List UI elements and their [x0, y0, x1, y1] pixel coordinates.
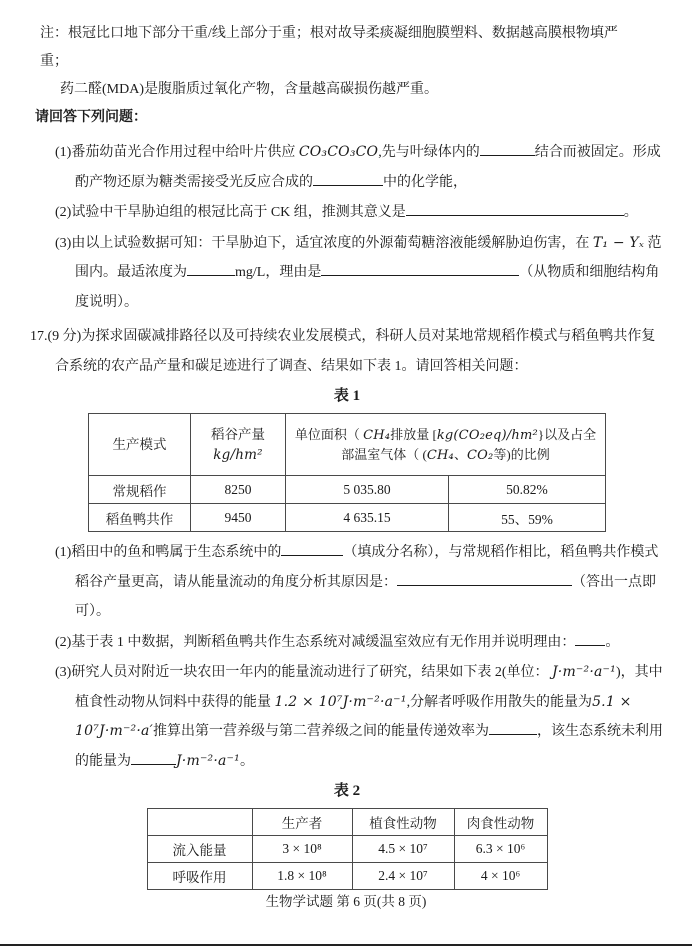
math-expression: CO₂	[466, 447, 494, 463]
table-1-header-row	[88, 414, 605, 476]
note-line-3: 药二醛(MDA)是腹脂质过氧化产物，含量越高碳损伤越严重。	[60, 82, 438, 97]
table-cell: 5 035.80	[285, 476, 448, 504]
table-1-body	[88, 476, 605, 532]
table-2-header-producer: 生产者	[252, 809, 352, 836]
table-cell: 4 635.15	[285, 504, 448, 532]
table-cell: 2.4 × 10⁷	[352, 863, 454, 890]
question-17-stem	[30, 322, 664, 381]
table-1-header-yield	[190, 414, 285, 476]
table-cell: 6.3 × 10⁶	[454, 836, 547, 863]
table-row	[147, 863, 547, 890]
math-expression: J·m⁻²·a⁻¹	[551, 664, 616, 680]
math-expression: 5.1 × 10⁷J·m⁻²·a′	[75, 693, 632, 739]
table-row	[147, 836, 547, 863]
answer-blank	[281, 542, 343, 556]
answer-blank	[480, 142, 535, 156]
text-run: 。	[623, 205, 638, 220]
text-run: (3)研究人员对附近一块农田一年内的能量流动进行了研究，结果如下表 2(单位：	[55, 665, 552, 680]
table-2-header-blank	[147, 809, 252, 836]
text-run: （填成分名称），与常规稻作相比，稻鱼鸭共作模式稻谷产量更高，请从能量流动的角度分析其原因是：	[75, 545, 659, 590]
math-expression: 1.2 × 10⁷J·m⁻²·a⁻¹	[274, 693, 407, 710]
text-run: (3)由以上试验数据可知：干旱胁迫下，适宜浓度的外源葡萄糖溶液能缓解胁迫伤害，在	[55, 235, 593, 251]
table-cell: 9450	[190, 504, 285, 532]
text-run: ,先与叶绿体内的	[378, 145, 480, 160]
text-run: 。	[239, 753, 254, 769]
math-expression: T₁ − Yₓ	[592, 234, 645, 251]
answer-prompt: 请回答下列问题：	[35, 110, 147, 125]
question-16-item-1	[55, 138, 664, 197]
table-row	[88, 504, 605, 532]
table-cell: 呼吸作用	[147, 863, 252, 890]
answer-blank	[321, 262, 519, 276]
math-expression: CO₃CO₃CO	[298, 144, 379, 160]
table-cell: 55、59%	[448, 504, 605, 532]
text-run: ,分解者呼吸作用散失的能量为	[406, 694, 593, 710]
table-cell: 流入能量	[147, 836, 252, 863]
table-1-header-yield-label: 稻谷产量	[210, 426, 265, 442]
text-run: (1)番茄幼苗光合作用过程中给叶片供应	[55, 145, 299, 160]
question-17-sub-3	[55, 658, 664, 776]
question-16-item-3	[55, 229, 664, 318]
table-1-caption: 表 1	[333, 388, 361, 404]
text-run: (1)稻田中的鱼和鸭属于生态系统中的	[55, 545, 282, 560]
text-run: 、	[453, 446, 467, 462]
text-run: )，其中植食性动物从饲料中获得的能量	[75, 665, 663, 710]
text-run: 排放量 [	[390, 426, 437, 442]
text-run: （从物质和细胞结构角度说明）。	[75, 265, 660, 310]
text-run: ，该生态系统未利用的能量为	[75, 724, 663, 769]
table-cell: 50.82%	[448, 476, 605, 504]
answer-blank	[575, 632, 605, 646]
text-run: （答出一点即可）。	[75, 574, 656, 619]
text-run: 等)的比例	[493, 446, 550, 462]
math-expression: J·m⁻²·a⁻¹	[176, 752, 240, 769]
table-cell: 1.8 × 10⁸	[252, 863, 352, 890]
table-1-header-emissions	[285, 414, 605, 476]
text-run: 推算出第一营养级与第二营养级之间的能量传递效率为	[152, 724, 489, 739]
text-run: mg/L，理由是	[235, 265, 322, 280]
table-1-header-mode: 生产模式	[88, 414, 190, 476]
table-2-header-herbivore: 植食性动物	[352, 809, 454, 836]
answer-blank	[187, 262, 235, 276]
answer-blank	[489, 721, 537, 735]
answer-blank	[313, 172, 383, 186]
question-17-sub-2	[55, 628, 664, 658]
math-expression: CH₄	[363, 427, 391, 443]
question-17-sub-1	[55, 538, 664, 627]
table-2-header-row	[147, 809, 547, 836]
table-cell: 4 × 10⁶	[454, 863, 547, 890]
text-run: 17.(9 分)为探求固碳减排路径以及可持续农业发展模式，科研人员对某地常规稻作模式与稻鱼鸭共作复合系统的农产品产量和碳足迹进行了调查、结果如下表 1。请回答相关问题：	[30, 329, 656, 374]
table-cell: 4.5 × 10⁷	[352, 836, 454, 863]
text-run: }以及占全部温室气体（ (	[341, 426, 597, 462]
table-2	[147, 808, 548, 890]
question-16-item-2	[55, 198, 664, 228]
page-footer: 生物学试题 第 6 页(共 8 页)	[265, 894, 427, 909]
note-line-2: 重；	[40, 54, 68, 69]
text-run: 单位面积（	[294, 426, 364, 442]
table-1-header-yield-unit: kg/hm²	[213, 446, 263, 463]
text-run: 范围内。最适浓度为	[75, 235, 662, 280]
table-2-body	[147, 836, 547, 890]
answer-blank	[406, 202, 624, 216]
answer-blank	[397, 572, 572, 586]
text-run: 结合而被固定。形成酌产物还原为糖类需接受光反应合成的	[75, 145, 661, 190]
table-cell: 8250	[190, 476, 285, 504]
table-cell: 稻鱼鸭共作	[88, 504, 190, 532]
math-expression: kg(CO₂eq)/hm²	[436, 427, 538, 443]
answer-blank	[131, 751, 176, 765]
table-1	[88, 413, 606, 532]
table-row	[88, 476, 605, 504]
text-run: 。	[605, 634, 620, 650]
text-run: (2)基于表 1 中数据，判断稻鱼鸭共作生态系统对减缓温室效应有无作用并说明理由：	[55, 634, 576, 650]
table-cell: 3 × 10⁸	[252, 836, 352, 863]
text-run: 中的化学能，	[383, 174, 467, 190]
table-2-caption: 表 2	[333, 783, 361, 799]
math-expression: CH₄	[426, 447, 454, 463]
table-2-header-carnivore: 肉食性动物	[454, 809, 547, 836]
table-cell: 常规稻作	[88, 476, 190, 504]
note-line-1: 注：根冠比口地下部分干重/线上部分于重；根对故导柔痰凝细胞膜塑料、数据越高膜根物填严	[40, 26, 618, 41]
text-run: (2)试验中干旱胁迫组的根冠比高于 CK 组，推测其意义是	[55, 205, 406, 220]
